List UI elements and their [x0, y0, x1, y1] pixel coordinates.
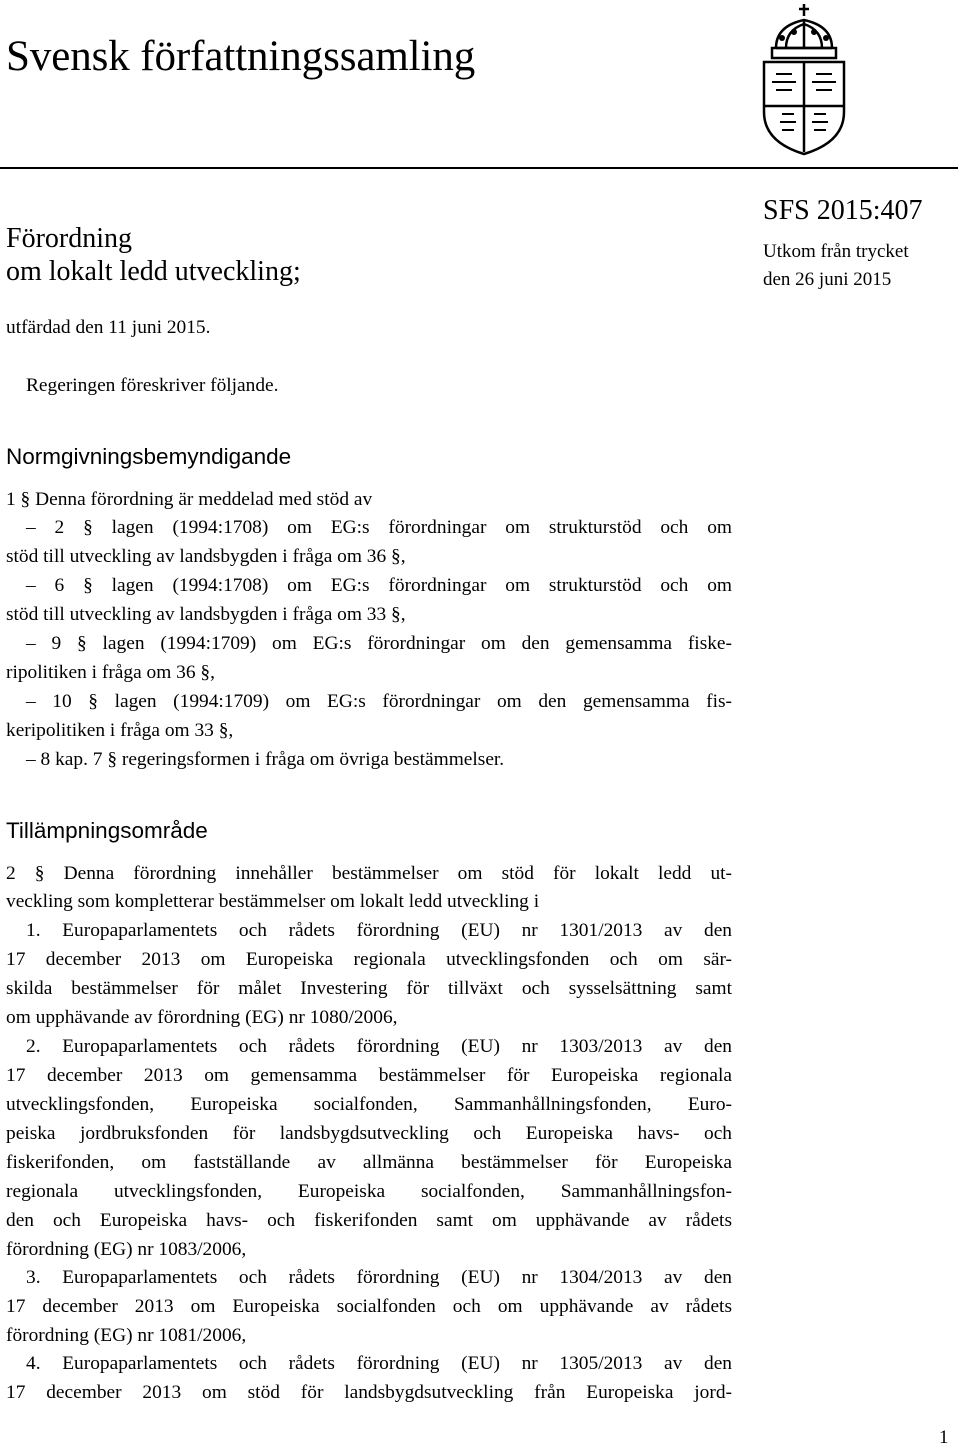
- document-title-line1: Förordning: [6, 223, 132, 254]
- sfs-number: SFS 2015:407: [763, 195, 923, 226]
- text-line: 17 december 2013 om stöd för landsbygdsutveckling från Europeiska jord-: [6, 1382, 732, 1403]
- text-line: fiskerifonden, om fastställande av allmänna bestämmelser för Europeiska: [6, 1152, 732, 1173]
- document-title: [6, 222, 301, 288]
- text-line: 17 december 2013 om gemensamma bestämmelser för Europeiska regionala: [6, 1065, 732, 1086]
- text-line: förordning (EG) nr 1083/2006,: [6, 1239, 247, 1260]
- collection-title: Svensk författningssamling: [6, 33, 476, 80]
- text-line: – 10 § lagen (1994:1709) om EG:s förordningar om den gemensamma fis-: [26, 691, 732, 712]
- text-line: peiska jordbruksfonden för landsbygdsutveckling och Europeiska havs- och: [6, 1123, 732, 1144]
- text-line: – 9 § lagen (1994:1709) om EG:s förordningar om den gemensamma fiske-: [26, 633, 732, 654]
- text-line: stöd till utveckling av landsbygden i fråga om 33 §,: [6, 604, 406, 625]
- text-line: veckling som kompletterar bestämmelser om lokalt ledd utveckling i: [6, 891, 540, 912]
- text-line: stöd till utveckling av landsbygden i fråga om 36 §,: [6, 546, 406, 567]
- text-line: – 6 § lagen (1994:1708) om EG:s förordningar om strukturstöd och om: [26, 575, 732, 596]
- swedish-coat-of-arms-logo: [756, 2, 852, 156]
- text-line: 3. Europaparlamentets och rådets förordning (EU) nr 1304/2013 av den: [26, 1267, 732, 1288]
- text-line: 1 § Denna förordning är meddelad med stöd av: [6, 489, 373, 510]
- issued-date: utfärdad den 11 juni 2015.: [6, 317, 211, 338]
- publication-line2: den 26 juni 2015: [763, 269, 892, 290]
- section-heading-tillampning: Tillämpningsområde: [6, 818, 208, 843]
- text-line: 1. Europaparlamentets och rådets förordning (EU) nr 1301/2013 av den: [26, 920, 732, 941]
- publication-date: [763, 238, 909, 294]
- text-line: 17 december 2013 om Europeiska regionala utvecklingsfonden och om sär-: [6, 949, 732, 970]
- text-line: utvecklingsfonden, Europeiska socialfonden, Sammanhållningsfonden, Euro-: [6, 1094, 732, 1115]
- section-heading-normgivning: Normgivningsbemyndigande: [6, 444, 292, 469]
- document-title-line2: om lokalt ledd utveckling;: [6, 256, 301, 287]
- text-line: – 2 § lagen (1994:1708) om EG:s förordningar om strukturstöd och om: [26, 517, 732, 538]
- text-line: skilda bestämmelser för målet Investering för tillväxt och sysselsättning samt: [6, 978, 732, 999]
- text-line: 4. Europaparlamentets och rådets förordning (EU) nr 1305/2013 av den: [26, 1353, 732, 1374]
- text-line: ripolitiken i fråga om 36 §,: [6, 662, 215, 683]
- preamble: Regeringen föreskriver följande.: [26, 375, 279, 396]
- text-line: 2. Europaparlamentets och rådets förordning (EU) nr 1303/2013 av den: [26, 1036, 732, 1057]
- text-line: keripolitiken i fråga om 33 §,: [6, 720, 234, 741]
- publication-line1: Utkom från trycket: [763, 241, 909, 262]
- text-line: 2 § Denna förordning innehåller bestämmelser om stöd för lokalt ledd ut-: [6, 863, 732, 884]
- page-number: 1: [939, 1427, 949, 1448]
- text-line: förordning (EG) nr 1081/2006,: [6, 1325, 247, 1346]
- header-divider: [0, 167, 958, 169]
- text-line: 17 december 2013 om Europeiska socialfonden och om upphävande av rådets: [6, 1296, 732, 1317]
- text-line: – 8 kap. 7 § regeringsformen i fråga om övriga bestämmelser.: [26, 749, 505, 770]
- text-line: om upphävande av förordning (EG) nr 1080/2006,: [6, 1007, 398, 1028]
- text-line: regionala utvecklingsfonden, Europeiska socialfonden, Sammanhållningsfon-: [6, 1181, 732, 1202]
- text-line: den och Europeiska havs- och fiskerifonden samt om upphävande av rådets: [6, 1210, 732, 1231]
